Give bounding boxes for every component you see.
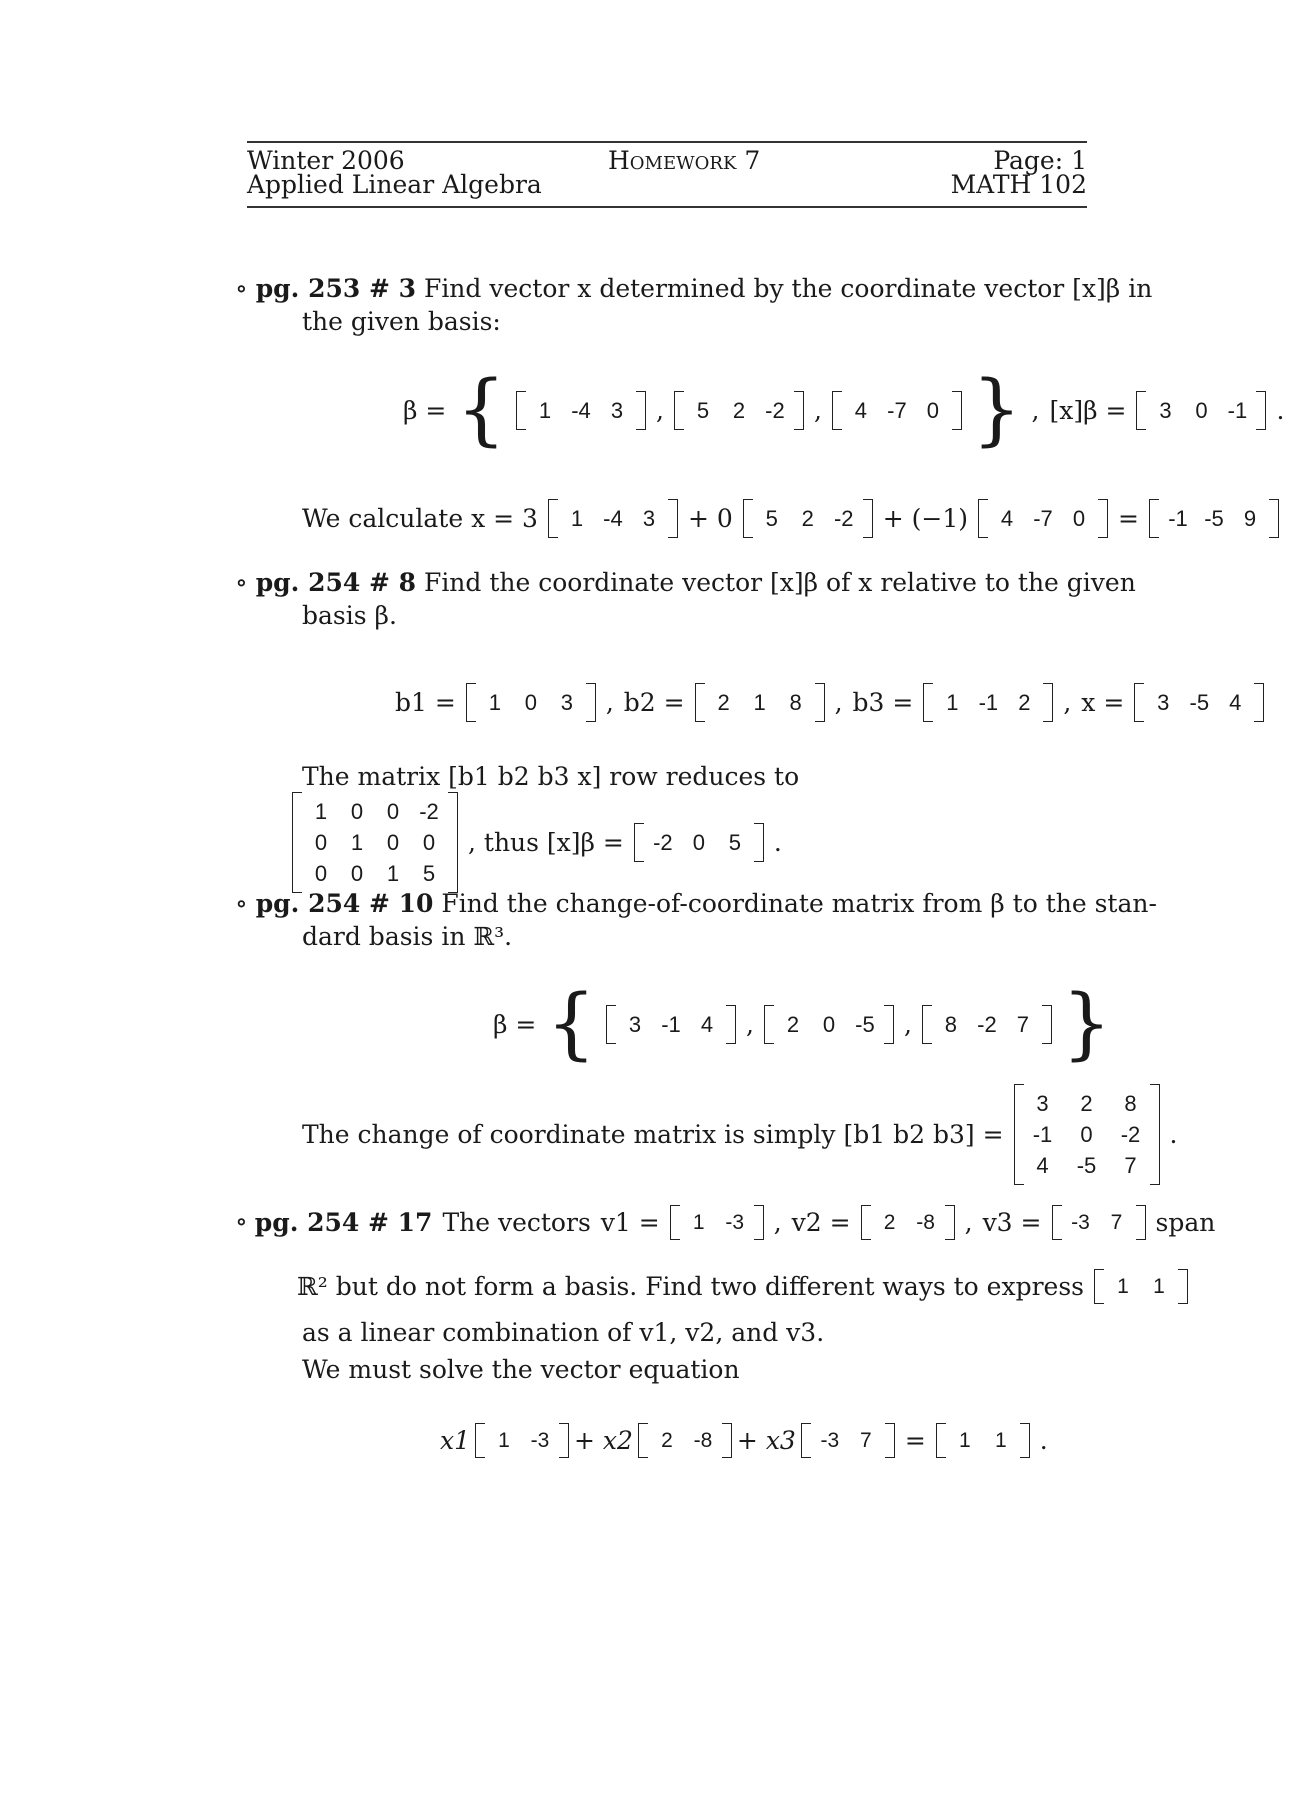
problem-1-line2: the given basis: xyxy=(302,307,501,336)
problem-3-heading xyxy=(235,891,1157,917)
v2-vector: 2 -8 xyxy=(861,1205,955,1240)
bullet-icon: ∘ xyxy=(235,274,248,304)
basis-vector-3-cells: 4 -7 0 xyxy=(854,397,940,423)
basis-vector-2 xyxy=(674,391,804,430)
left-brace: { xyxy=(456,365,506,455)
beta-label: β = xyxy=(493,1009,537,1039)
problem-3-line1: Find the change-of-coordinate matrix from β to the stan- xyxy=(441,889,1157,918)
problem-4-line2-text: ℝ² but do not form a basis. Find two different ways to express xyxy=(297,1271,1084,1301)
problem-1-line1: Find vector x determined by the coordinate vector [x]β in xyxy=(423,274,1153,303)
eq-v2-vector: 2 -8 xyxy=(638,1423,732,1458)
basis-vector-2-cells: 5 2 -2 xyxy=(696,397,785,423)
header-bottom-rule xyxy=(247,206,1087,208)
b3-label: b3 = xyxy=(852,687,914,717)
problem-4-intro: The vectors xyxy=(442,1207,591,1237)
right-brace: } xyxy=(971,365,1022,455)
p3-basis-vector-1: 3 -1 4 xyxy=(606,1005,736,1044)
header-term: Winter 2006 xyxy=(247,146,405,175)
rref-matrix: 1 0 0 0 1 0 0 0 1 -2 0 5 xyxy=(292,792,458,893)
problem-2-heading xyxy=(235,570,1136,596)
header-page: Page: 1 xyxy=(993,146,1087,175)
problem-2-ref: pg. 254 # 8 xyxy=(255,568,417,597)
header-title: Homework 7 xyxy=(608,146,761,175)
b3-vector: 1 -1 2 xyxy=(923,683,1053,722)
problem-4-line2 xyxy=(292,1252,1193,1320)
eq-v3-vector: -3 7 xyxy=(801,1423,895,1458)
bullet-icon: ∘ xyxy=(235,568,248,598)
problem-2-reduce-text: The matrix [b1 b2 b3 x] row reduces to xyxy=(302,762,800,791)
beta-label: β = xyxy=(403,395,447,425)
bullet-icon: ∘ xyxy=(235,889,248,919)
problem-4-line3: as a linear combination of v1, v2, and v3. xyxy=(302,1318,825,1347)
problem-4-vector-equation: x1 1 -3 + x2 2 -8 + x3 -3 7 = 1 1 . xyxy=(440,1406,1053,1474)
x1-label: x1 xyxy=(440,1425,471,1455)
problem-3-basis: β = { 3 -1 4 , 2 0 -5 , 8 -2 7 } xyxy=(493,979,1112,1069)
header-top-rule xyxy=(247,141,1087,143)
target-vector: 1 1 xyxy=(1094,1269,1188,1304)
b1-label: b1 = xyxy=(395,687,456,717)
x-label: x = xyxy=(1081,687,1125,717)
basis-vector-1 xyxy=(516,391,646,430)
eq-rhs-vector: 1 1 xyxy=(936,1423,1030,1458)
span-word: span xyxy=(1155,1207,1216,1237)
problem-2-line2: basis β. xyxy=(302,601,397,630)
problem-2-line1: Find the coordinate vector [x]β of x relative to the given xyxy=(423,568,1136,597)
problem-4-line4: We must solve the vector equation xyxy=(302,1355,740,1384)
problem-3-matrix-line: The change of coordinate matrix is simply [b1 b2 b3] = 3 -1 4 2 0 -5 8 -2 7 . xyxy=(297,1082,1182,1186)
p3-basis-vector-2: 2 0 -5 xyxy=(764,1005,894,1044)
problem-1-ref: pg. 253 # 3 xyxy=(255,274,417,303)
problem-1-basis-equation: β = { 1 -4 3 , 5 2 -2 , 4 -7 0 } , [x]β = 3 0 -1 . xyxy=(403,365,1285,455)
problem-2-vectors: b1 = 1 0 3 , b2 = 2 1 8 , b3 = 1 -1 2 , x = 3 -5 4 xyxy=(390,650,1269,754)
matrix-text: The change of coordinate matrix is simply [b1 b2 b3] = xyxy=(302,1119,1004,1149)
eq-v1-vector: 1 -3 xyxy=(475,1423,569,1458)
problem-2-rref: 1 0 0 0 1 0 0 0 1 -2 0 5 , thus [x]β = -2 0 5 . xyxy=(292,790,787,894)
v3-vector: -3 7 xyxy=(1052,1205,1146,1240)
xb-vector xyxy=(1136,391,1266,430)
right-brace: } xyxy=(1061,979,1112,1069)
problem-1-calculation: We calculate x = 3 1 -4 3 + 0 5 2 -2 + (−1) 4 -7 0 = -1 -5 9 xyxy=(297,466,1284,570)
header-course-title: Applied Linear Algebra xyxy=(247,170,542,199)
calc-vector-3: 4 -7 0 xyxy=(978,499,1108,538)
calc-vector-2: 5 2 -2 xyxy=(743,499,873,538)
left-brace: { xyxy=(546,979,596,1069)
calc-coef-3: + (−1) xyxy=(882,503,969,533)
p3-basis-vector-3: 8 -2 7 xyxy=(922,1005,1052,1044)
change-of-coordinate-matrix: 3 -1 4 2 0 -5 8 -2 7 xyxy=(1014,1084,1160,1185)
x-vector: 3 -5 4 xyxy=(1134,683,1264,722)
v1-vector: 1 -3 xyxy=(670,1205,764,1240)
bullet-icon: ∘ xyxy=(235,1207,248,1237)
b2-vector: 2 1 8 xyxy=(695,683,825,722)
problem-4-heading: ∘ pg. 254 # 17 The vectors v1 = 1 -3 , v2 = 2 -8 , v3 = -3 7 span xyxy=(235,1188,1220,1256)
basis-vector-3 xyxy=(832,391,962,430)
problem-1-heading xyxy=(235,276,1152,302)
calc-coef-2: + 0 xyxy=(687,503,733,533)
calc-result-vector: -1 -5 9 xyxy=(1149,499,1279,538)
basis-vector-1-cells: 1 -4 3 xyxy=(538,397,624,423)
problem-4-ref: pg. 254 # 17 xyxy=(254,1207,433,1237)
calc-label: We calculate x = 3 xyxy=(302,503,538,533)
answer-vector: -2 0 5 xyxy=(634,823,764,862)
x3-label: + x3 xyxy=(736,1425,796,1455)
v2-label: v2 = xyxy=(791,1207,851,1237)
calc-vector-1: 1 -4 3 xyxy=(548,499,678,538)
xb-label: [x]β = xyxy=(1049,395,1127,425)
xb-vector-cells: 3 0 -1 xyxy=(1159,397,1248,423)
v1-label: v1 = xyxy=(600,1207,660,1237)
b2-label: b2 = xyxy=(623,687,685,717)
header-course-code: MATH 102 xyxy=(950,170,1087,199)
problem-3-line2: dard basis in ℝ³. xyxy=(302,922,513,951)
v3-label: v3 = xyxy=(982,1207,1042,1237)
problem-3-ref: pg. 254 # 10 xyxy=(255,889,434,918)
x2-label: + x2 xyxy=(574,1425,633,1455)
b1-vector: 1 0 3 xyxy=(466,683,596,722)
thus-label: , thus [x]β = xyxy=(468,827,624,857)
